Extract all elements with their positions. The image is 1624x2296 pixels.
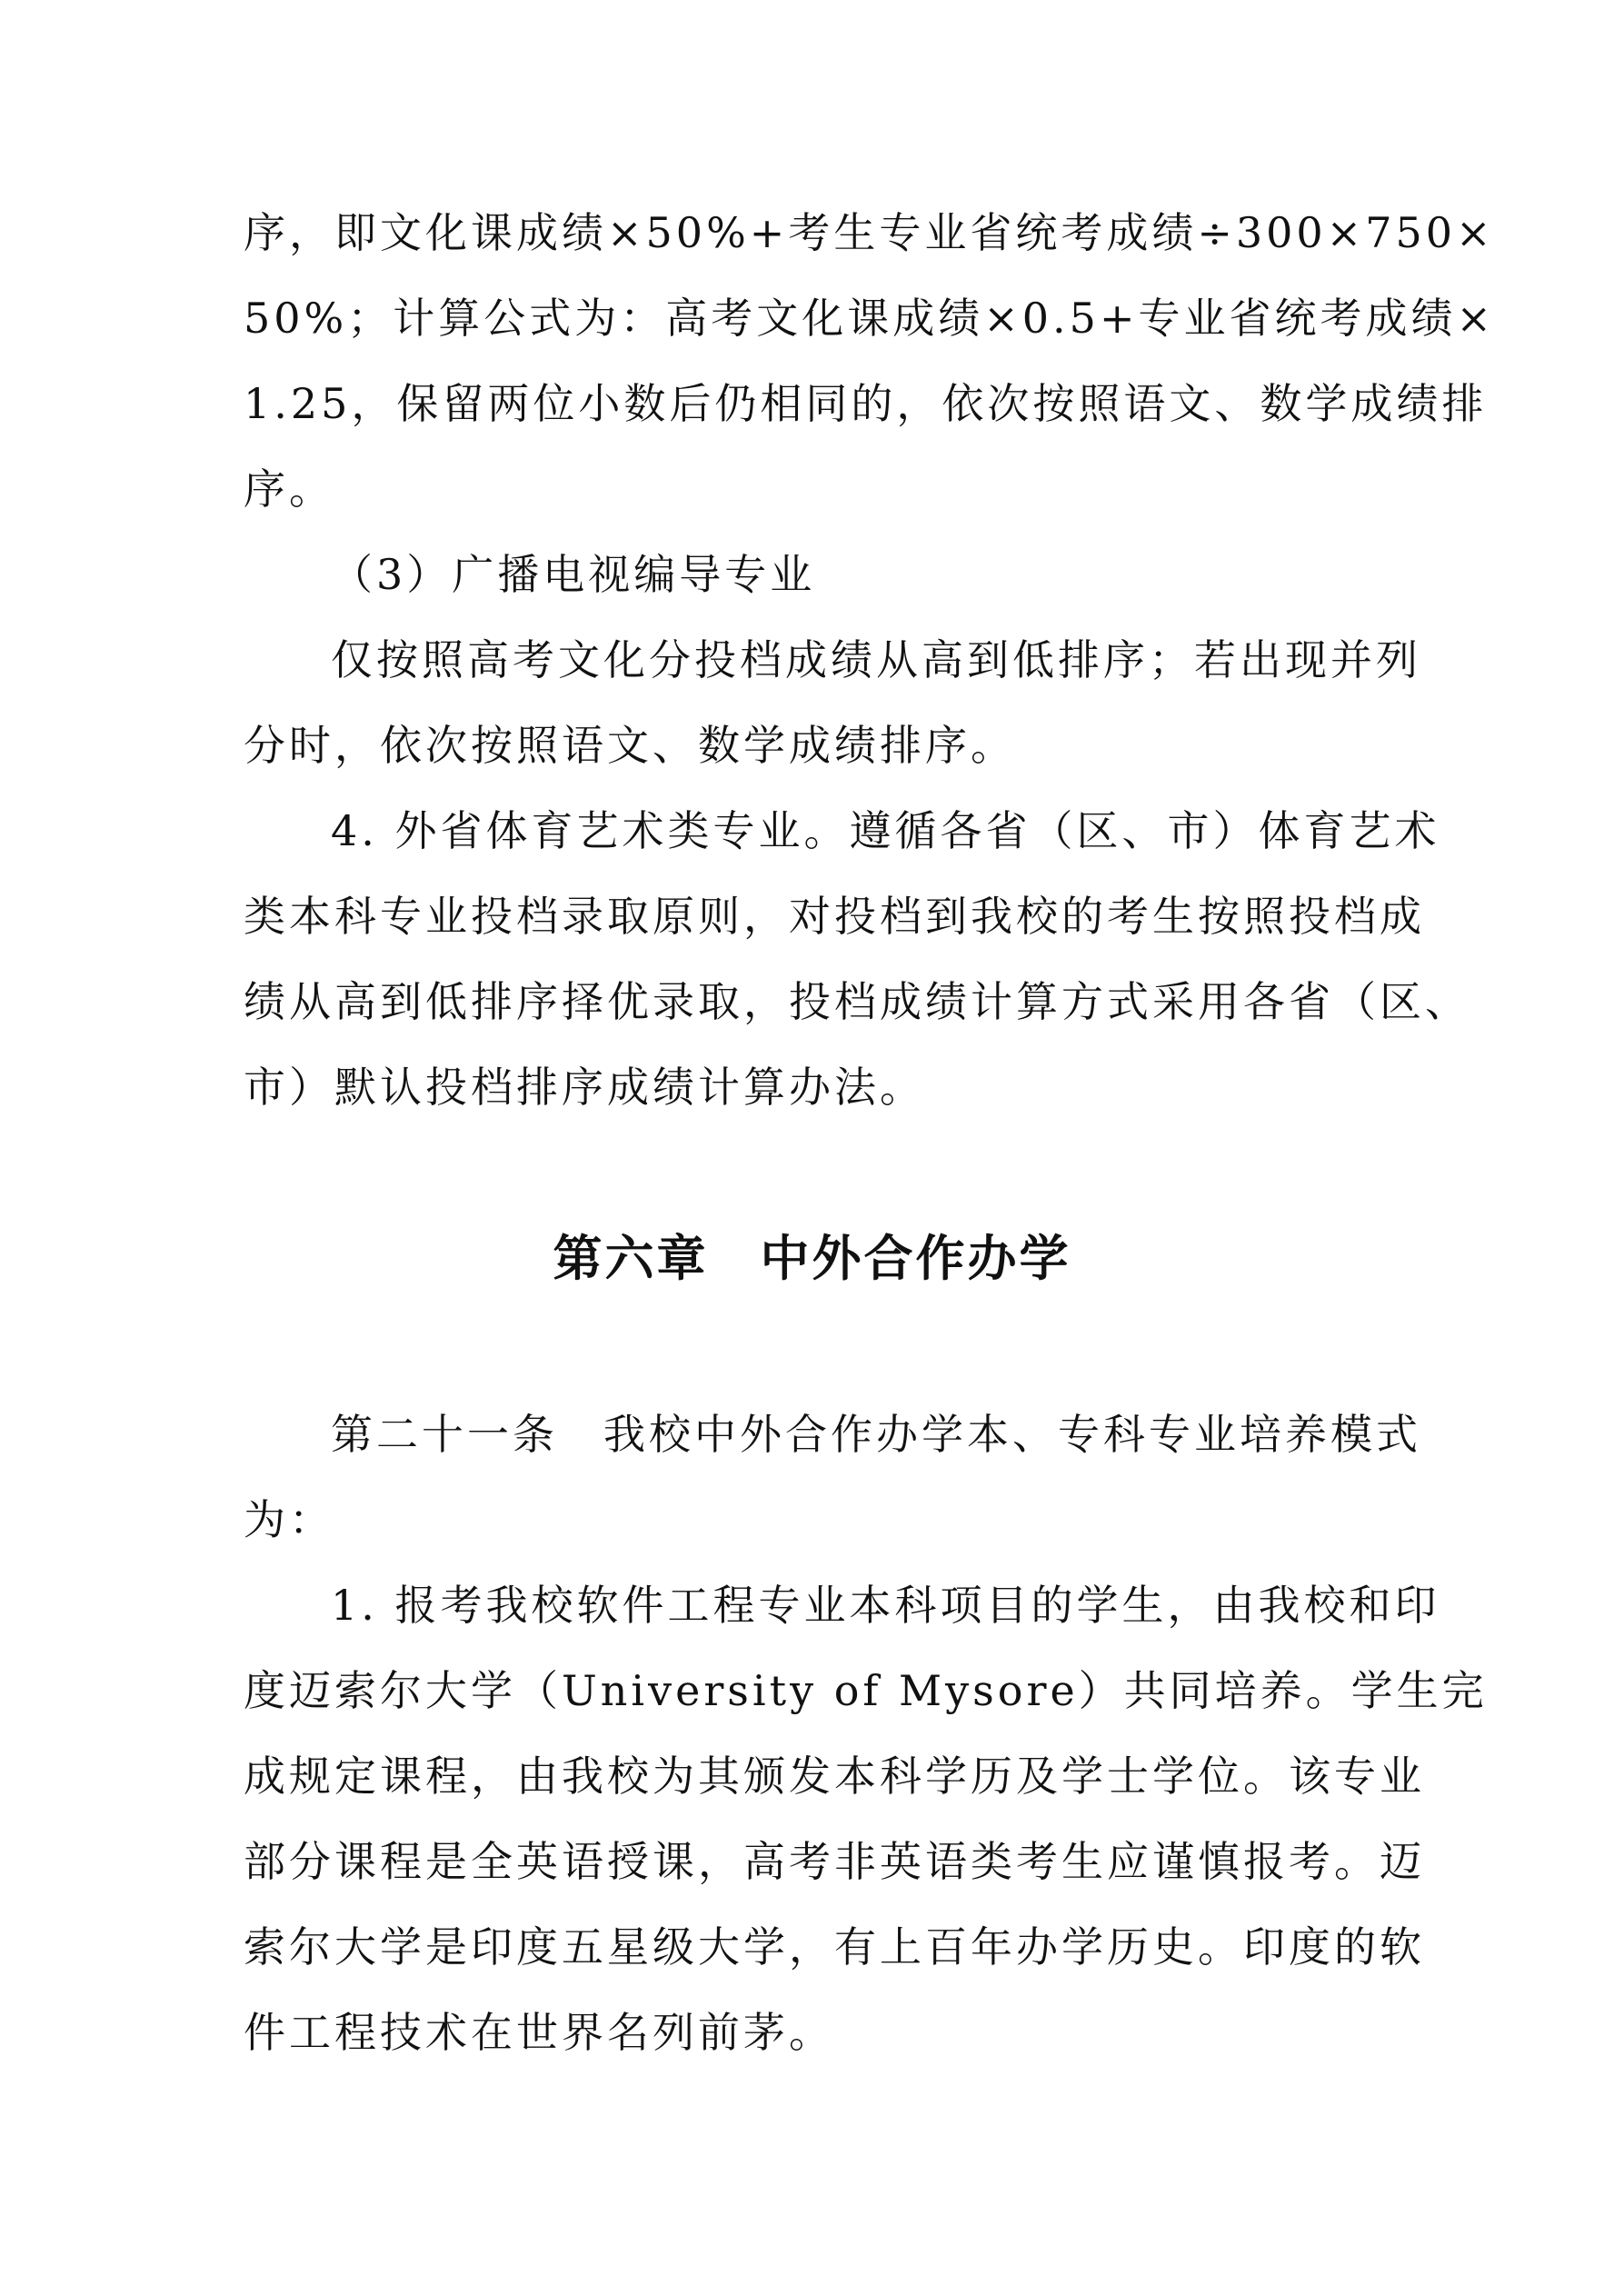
paragraph-line: 4. 外省体育艺术类专业。遵循各省（区、市）体育艺术 bbox=[331, 806, 1440, 855]
paragraph-line: 序，即文化课成绩×50%+考生专业省统考成绩÷300×750× bbox=[244, 208, 1495, 257]
paragraph-line: 序。 bbox=[244, 464, 334, 514]
paragraph-line: 市）默认投档排序成绩计算办法。 bbox=[244, 1063, 925, 1112]
chapter-heading: 第六章 中外合作办学 bbox=[553, 1230, 1071, 1287]
paragraph-line: 分时，依次按照语文、数学成绩排序。 bbox=[244, 721, 1016, 770]
paragraph-line: 1. 报考我校软件工程专业本科项目的学生，由我校和印 bbox=[331, 1581, 1440, 1630]
article-line: 为： bbox=[244, 1495, 334, 1544]
paragraph-line: 件工程技术在世界名列前茅。 bbox=[244, 2008, 834, 2057]
paragraph-line: 50%；计算公式为：高考文化课成绩×0.5+专业省统考成绩× bbox=[244, 294, 1496, 343]
article-line: 第二十一条 我校中外合作办学本、专科专业培养模式 bbox=[331, 1410, 1421, 1459]
paragraph-line: 度迈索尔大学（University of Mysore）共同培养。学生完 bbox=[244, 1666, 1488, 1715]
paragraph-line: 1.25，保留两位小数后仍相同的，依次按照语文、数学成绩排 bbox=[244, 379, 1488, 428]
paragraph-line: 成规定课程，由我校为其颁发本科学历及学士学位。该专业 bbox=[244, 1752, 1425, 1801]
paragraph-line: 仅按照高考文化分投档成绩从高到低排序；若出现并列 bbox=[331, 635, 1421, 684]
paragraph-line: 部分课程是全英语授课，高考非英语类考生应谨慎报考。迈 bbox=[244, 1837, 1425, 1886]
paragraph-line: 索尔大学是印度五星级大学，有上百年办学历史。印度的软 bbox=[244, 1922, 1425, 1972]
paragraph-line: 绩从高到低排序择优录取，投档成绩计算方式采用各省（区、 bbox=[244, 977, 1470, 1026]
subsection-title: （3）广播电视编导专业 bbox=[331, 550, 816, 599]
paragraph-line: 类本科专业投档录取原则，对投档到我校的考生按照投档成 bbox=[244, 892, 1425, 941]
